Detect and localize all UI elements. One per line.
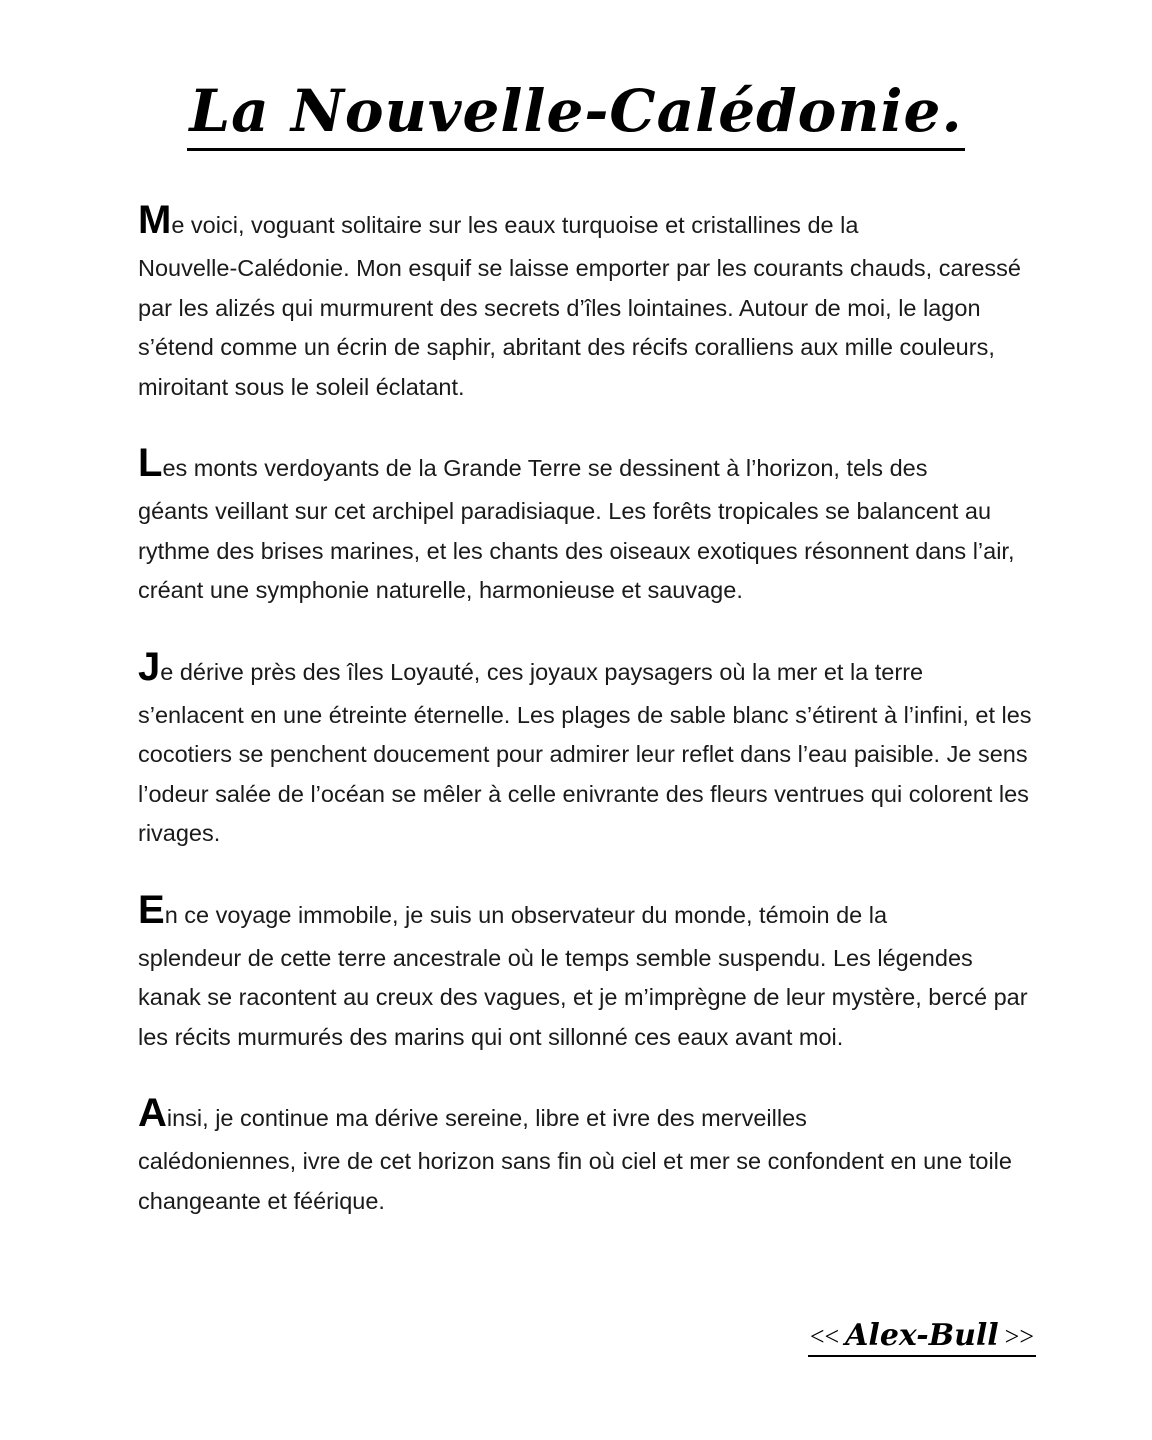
paragraph-first-line — [138, 1093, 1038, 1142]
paragraph-first-line — [138, 644, 1038, 696]
signature-open-bracket: << — [809, 1322, 840, 1351]
first-line-text: insi, je continue ma dérive sereine, libre et ivre des merveilles — [166, 1105, 807, 1131]
page-title: La Nouvelle-Calédonie. — [187, 78, 964, 151]
paragraph-text: s’enlacent en une étreinte éternelle. Les plages de sable blanc s’étirent à l’infini, et les cocotiers se penchent doucement pour admirer leur reflet dans l’eau paisible. Je sens l’odeur salée de l’océan se mêler à celle enivrante des fleurs ventrues qui colorent les rivages. — [138, 701, 1032, 846]
drop-cap: M — [138, 198, 172, 242]
title-container — [0, 78, 1152, 151]
drop-cap: E — [138, 887, 165, 932]
paragraph-5 — [138, 1093, 1038, 1221]
drop-cap: A — [138, 1091, 167, 1135]
document-body — [138, 200, 1038, 1257]
drop-cap: J — [138, 644, 161, 689]
paragraph-text: splendeur de cette terre ancestrale où le temps semble suspendu. Les légendes kanak se racontent au creux des vagues, et je m’imprègne de leur mystère, bercé par les récits murmurés des marins qui ont sillonné ces eaux avant moi. — [138, 944, 1028, 1050]
paragraph-text: géants veillant sur cet archipel paradisiaque. Les forêts tropicales se balancent au rythme des brises marines, et les chants des oiseaux exotiques résonnent dans l’air, créant une symphonie naturelle, harmonieuse et sauvage. — [138, 498, 1015, 603]
paragraph-first-line — [138, 887, 1038, 939]
paragraph-first-line — [138, 200, 1038, 249]
first-line-text: es monts verdoyants de la Grande Terre se dessinent à l’horizon, tels des — [162, 455, 928, 481]
paragraph-1 — [138, 200, 1038, 407]
paragraph-4 — [138, 887, 1038, 1058]
paragraph-3 — [138, 644, 1038, 854]
drop-cap: L — [138, 441, 163, 485]
paragraph-2 — [138, 443, 1038, 611]
signature-name: Alex-Bull — [845, 1318, 999, 1353]
paragraph-text: Nouvelle-Calédonie. Mon esquif se laisse emporter par les courants chauds, caressé par les alizés qui murmurent des secrets d’îles lointaines. Autour de moi, le lagon s’étend comme un écrin de saphir, abritant des récifs coralliens aux mille couleurs, miroitant sous le soleil éclatant. — [138, 255, 1022, 400]
first-line-text: e dérive près des îles Loyauté, ces joyaux paysagers où la mer et la terre — [160, 658, 924, 685]
first-line-text: e voici, voguant solitaire sur les eaux turquoise et cristallines de la — [171, 212, 859, 238]
paragraph-text: calédoniennes, ivre de cet horizon sans fin où ciel et mer se confondent en une toile changeante et féérique. — [138, 1148, 1012, 1214]
first-line-text: n ce voyage immobile, je suis un observateur du monde, témoin de la — [164, 901, 888, 928]
signature — [808, 1318, 1036, 1357]
paragraph-first-line — [138, 443, 1038, 492]
signature-close-bracket: >> — [1004, 1322, 1034, 1351]
